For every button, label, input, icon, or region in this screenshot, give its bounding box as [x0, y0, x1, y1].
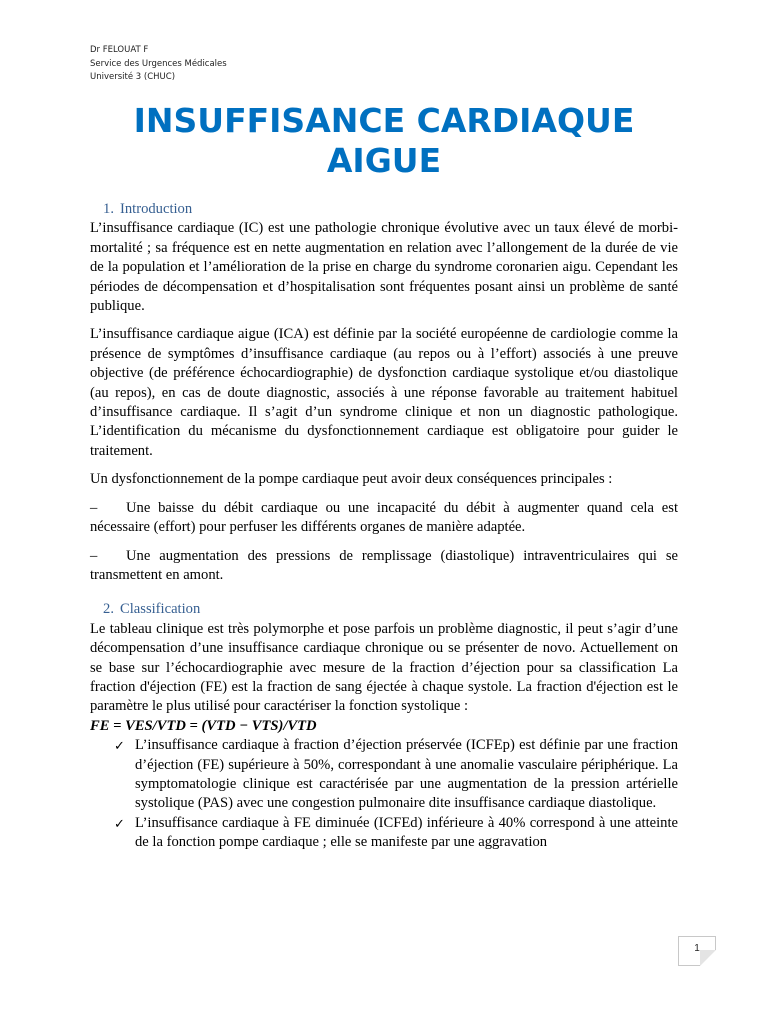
checkmark-icon: ✓	[114, 738, 125, 754]
list-item-text: L’insuffisance cardiaque à FE diminuée (ICFEd) inférieure à 40% correspond à une atteinte de la fonction pompe cardiaque ; elle se manifeste par une aggravation	[135, 814, 678, 851]
intro-paragraph-1: L’insuffisance cardiaque (IC) est une pathologie chronique évolutive avec un taux élevé de morbi-mortalité ; sa fréquence est en nette augmentation en relation avec l’allongement de la durée de vie de la population et l’amélioration de la prise en charge du syndrome coronarien aigu. Cependant les périodes de décompensation et d’hospitalisation sont fréquentes posant ainsi un problème de santé publique.	[90, 220, 678, 315]
section-title: Introduction	[120, 201, 193, 217]
document-title	[90, 101, 678, 181]
author-block	[90, 44, 227, 85]
dash-bullet-text: Une baisse du débit cardiaque ou une incapacité du débit à augmenter quand cela est nécessaire (effort) pour perfuser les différents organes de manière adaptée.	[90, 499, 678, 536]
dash-marker: –	[90, 547, 98, 564]
list-item	[90, 736, 678, 814]
page-number: 1	[694, 943, 700, 954]
document-title-line1: INSUFFISANCE CARDIAQUE	[133, 101, 635, 140]
page-fold-icon	[700, 950, 716, 966]
dash-marker: –	[90, 499, 98, 516]
section-number: 1.	[103, 201, 114, 217]
document-title-line2: AIGUE	[326, 141, 442, 180]
author-service: Service des Urgences Médicales	[90, 58, 227, 69]
section-heading-introduction	[90, 200, 678, 219]
intro-paragraph-2: L’insuffisance cardiaque aigue (ICA) est définie par la société européenne de cardiologie comme la présence de symptômes d’insuffisance cardiaque (au repos ou à l’effort) associés à une preuve objective (de préférence échocardiographie) de dysfonction cardiaque systolique et/ou diastolique (au repos), en cas de doute diagnostic, associés à une réponse favorable au traitement habituel d’insuffisance cardiaque. Il s’agit d’un syndrome clinique et non un diagnostic pathologique. L’identification du mécanisme du dysfonctionnement cardiaque est obligatoire pour guider le traitement.	[90, 326, 678, 459]
author-university: Université 3 (CHUC)	[90, 72, 176, 82]
section-title: Classification	[120, 601, 201, 618]
intro-paragraph-3: Un dysfonctionnement de la pompe cardiaque peut avoir deux conséquences principales :	[90, 471, 613, 488]
author-name: Dr FELOUAT F	[90, 45, 149, 55]
section-heading-classification	[90, 600, 678, 619]
dash-bullet-text: Une augmentation des pressions de remplissage (diastolique) intraventriculaires qui se transmettent en amont.	[90, 547, 678, 583]
dash-bullet-2	[90, 547, 678, 586]
page-number-box	[678, 936, 716, 966]
classification-list	[90, 736, 678, 852]
checkmark-icon: ✓	[114, 815, 125, 831]
ejection-fraction-formula: FE = VES/VTD = (VTD − VTS)/VTD	[90, 717, 317, 734]
section-number: 2.	[103, 601, 114, 618]
document-body	[90, 200, 678, 853]
dash-bullet-1	[90, 499, 678, 538]
list-item	[90, 814, 678, 853]
list-item-text: L’insuffisance cardiaque à fraction d’éjection préservée (ICFEp) est définie par une fraction d’éjection (FE) supérieure à 50%, correspondant à une anomalie vasculaire périphérique. La symptomatologie clinique est caractérisée par une augmentation de la pression artérielle systolique (PAS) avec une congestion pulmonaire dite insuffisance cardiaque diastolique.	[135, 737, 678, 812]
classification-paragraph-1: Le tableau clinique est très polymorphe et pose parfois un problème diagnostic, il peut s’agir d’une décompensation d’une insuffisance cardiaque chronique ou se présenter de novo. Actuellement on se base sur l’échocardiographie avec mesure de la fraction d’éjection pour sa classification La fraction d'éjection (FE) est la fraction de sang éjectée à chaque systole. La fraction d'éjection est le paramètre le plus utilisé pour caractériser la fonction systolique :	[90, 620, 678, 715]
